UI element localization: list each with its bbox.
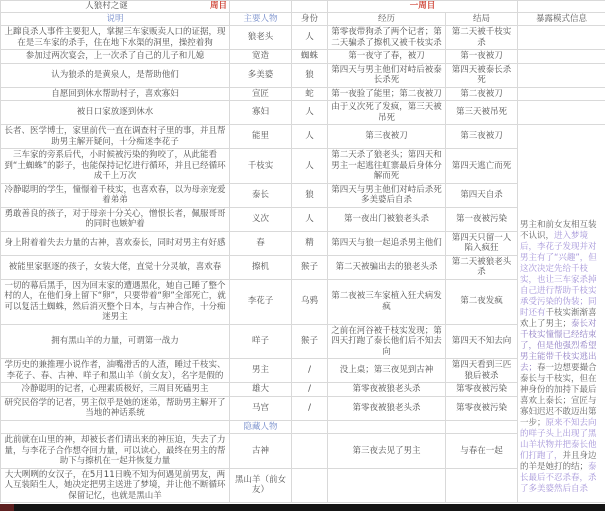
cell-reveal-empty [518, 101, 605, 125]
reveal-segment: 并且身边的羊是她打的结； [520, 451, 597, 472]
cell-exp: 第四天与狼一起追杀男主他们 [328, 232, 446, 256]
cell-desc: 上蹿良杀人事件主要犯人，掌握三车家贩卖人口的证据，现在是三车家的杀手，住在地下水渠的洞里，操控着狗 [1, 26, 230, 50]
cell-outcome: 第四天只留一人陷入疯狂 [446, 232, 518, 256]
cell-name: 宣匠 [230, 88, 292, 102]
cell-desc: 勇敢善良的孩子，对于母亲十分关心，憎恨长者，佩服哥哥的同时也嫉妒着 [1, 208, 230, 232]
cell-desc: 被日口家放逐到休水 [1, 101, 230, 125]
header-row-1-cell [518, 1, 605, 13]
cell-outcome: 第四天自杀 [446, 184, 518, 208]
cell-outcome [446, 469, 518, 504]
cell-desc: 自愿回到休水帮助村子，喜欢寡妇 [1, 88, 230, 102]
cell-name: 李花子 [230, 280, 292, 325]
cell-outcome: 第二天被狼老头杀 [446, 256, 518, 280]
bottom-bar-maroon-segment [0, 504, 14, 511]
cell-exp: 第三夜去见了男主 [328, 434, 446, 469]
cell-name: 男主 [230, 359, 292, 383]
column-header-name: 主要人物 [230, 13, 292, 27]
cell-role: / [292, 359, 328, 383]
cell-name: 宽造 [230, 50, 292, 64]
cell-role: 猴子 [292, 256, 328, 280]
cycle-value-cell [328, 1, 518, 13]
cell-desc: 学历史的兼推理小说作者，油嘴滑舌的人渣，睡过千枝实、李花子、春、古神、咩子和黑山羊（前女友），名字是假的 [1, 359, 230, 383]
cell-exp: 第一夜验了能里；第二夜被刀 [328, 88, 446, 102]
column-header-outcome: 结局 [446, 13, 518, 27]
cell-role [292, 434, 328, 469]
cell-role: 猴子 [292, 325, 328, 360]
cell-exp: 由于义次死了发疯，第三天被吊死 [328, 101, 446, 125]
cell-desc: 参加过两次宴会，上一次杀了自己的儿子和儿媳 [1, 50, 230, 64]
reveal-segment: 春一边想要撮合泰长与千枝实，但在神身份的加持下最后喜欢上泰长；宣匠与寡妇迟迟不敢迈出第一步； [520, 363, 597, 428]
cell-desc: 拥有黑山羊的力量，可谓第一战力 [1, 325, 230, 360]
cell-role: 乌鸦 [292, 280, 328, 325]
cell-outcome: 第二夜发疯 [446, 280, 518, 325]
column-header-role: 身份 [292, 13, 328, 27]
cell-role: / [292, 397, 328, 421]
cell-name: 雄大 [230, 383, 292, 397]
cell-desc: 此前就在山里的神，却被长者们请出来的神压迫，失去了力量，与李花子合作想夺回力量，可以读心，最终在男主的帮助下与擦机在一起并恢复力量 [1, 434, 230, 469]
cell-outcome-empty [446, 421, 518, 435]
cell-name: 多美婆 [230, 64, 292, 88]
cell-exp: 第二天被骗出去的狼老头杀 [328, 256, 446, 280]
cell-desc: 大大咧咧的女汉子，在5月11日晚不知为何遇见前男友，两人互装陌生人，她决定把男主送进了梦境，并让他不断循环保留记忆，也就是黑山羊 [1, 469, 230, 504]
cell-desc: 三车家的旁系后代，小时候被污染的狗咬了，从此能看到“土蜘蛛”的影子，也能保持记忆进行循环，并且已经循环成千上万次 [1, 149, 230, 184]
cell-outcome: 第一夜被污染 [446, 208, 518, 232]
cell-outcome: 第零夜被污染 [446, 397, 518, 421]
cell-exp: 第二天杀了狼老头；第四天和男主一起逃往虹寨最后身体分解而死 [328, 149, 446, 184]
cell-exp: 第四天与男主他们对峙后杀死多美婆后自杀 [328, 184, 446, 208]
column-header-exp: 经历 [328, 13, 446, 27]
header-row-1-cell [230, 1, 292, 13]
cell-role-empty [292, 421, 328, 435]
column-header-desc: 说明 [1, 13, 230, 27]
cell-exp: 第四天与男主他们对峙后被泰长杀死 [328, 64, 446, 88]
cell-name: 咩子 [230, 325, 292, 360]
cell-role: 精 [292, 232, 328, 256]
cell-outcome: 第四天被泰长杀死 [446, 64, 518, 88]
reveal-segment: 原来不知去向的咩子头上出现了黑山羊状物并把泰长他们打跑了， [520, 418, 597, 461]
cell-role: 狼 [292, 184, 328, 208]
column-header-reveal: 暴露模式信息 [518, 13, 605, 27]
cell-exp: 没上桌；第三夜见到古神 [328, 359, 446, 383]
cell-outcome: 第二天被千枝实杀 [446, 26, 518, 50]
cell-name: 马宫 [230, 397, 292, 421]
cell-outcome: 第四天看到三匹狼后被杀 [446, 359, 518, 383]
reveal-segment: 进入梦境后，李花子发现并对男主有了“兴趣”，但这次决定先给千枝实，也让三车家杀掉自己进行帮助千枝实承受污染的伪装；同时还有 [520, 231, 597, 318]
cell-name: 黑山羊（前女友） [230, 469, 292, 504]
cell-desc: 冷静聪明的记者，心理素质极好，三周目死磕男主 [1, 383, 230, 397]
cell-outcome: 第三夜被刀 [446, 125, 518, 149]
cell-name: 泰长 [230, 184, 292, 208]
cycle-value: 一周目 [409, 1, 436, 11]
cell-exp: 之前在河谷被千枝实发现；第四天打跑了泰长他们后不知去向 [328, 325, 446, 360]
cell-name: 义次 [230, 208, 292, 232]
cell-desc: 被能里家驱逐的孩子，女装大佬，直觉十分灵敏，喜欢春 [1, 256, 230, 280]
cell-reveal-empty [518, 64, 605, 88]
reveal-segment: 千枝实渐渐喜欢上了男主； [520, 308, 597, 329]
header-row-1-cell [292, 1, 328, 13]
cell-exp: 第三夜被刀 [328, 125, 446, 149]
cell-role: 人 [292, 149, 328, 184]
cell-desc: 研究民俗学的记者，男主似乎是她的迷弟，帮助男主解开了当地的神话系统 [1, 397, 230, 421]
cycle-label: 周目 [209, 1, 227, 11]
reveal-segment: 泰长对千枝实憧憬已经结束了，但是他强烈希望男主能带千枝实逃出去； [520, 319, 597, 373]
bottom-black-bar [0, 504, 605, 511]
cell-role: 人 [292, 125, 328, 149]
cell-role: 蜘蛛 [292, 50, 328, 64]
cell-name: 古神 [230, 434, 292, 469]
header-row-1-left [1, 1, 230, 13]
cell-exp [328, 469, 446, 504]
cell-exp-empty [328, 421, 446, 435]
cell-role: / [292, 383, 328, 397]
cell-role: 蛇 [292, 88, 328, 102]
cell-exp: 第零夜带狗杀了两个记者；第二天骗杀了擦机又被千枝实杀 [328, 26, 446, 50]
cell-name: 能里 [230, 125, 292, 149]
cell-desc: 一切的幕后黑手，因为回末家的遭遇黑化，她自己睡了整个村的人，在他们身上留下“卵”，只要带着“卵”全部死亡，就可以复活土蜘蛛，然后消灭整个日本，与古神合作，十分痴迷男主 [1, 280, 230, 325]
cell-reveal-empty [518, 26, 605, 50]
reveal-segment: 泰长最后不忍杀春，杀了多美婆然后自杀 [520, 462, 597, 494]
cell-name: 狼老头 [230, 26, 292, 50]
cell-exp: 第零夜被狼老头杀 [328, 397, 446, 421]
cell-exp: 第一夜出门被狼老头杀 [328, 208, 446, 232]
reveal-segment: 男主和前女友相互装不认识， [520, 220, 597, 241]
cell-role: 人 [292, 101, 328, 125]
hidden-characters-section-label: 隐藏人物 [230, 421, 292, 435]
page-title: 人狼村之谜 [85, 1, 128, 11]
cell-outcome: 第零夜被污染 [446, 383, 518, 397]
reveal-mode-notes [518, 125, 605, 503]
cell-role: 人 [292, 26, 328, 50]
cell-outcome: 第四天不知去向 [446, 325, 518, 360]
cell-reveal-empty [518, 88, 605, 102]
cell-outcome: 与春在一起 [446, 434, 518, 469]
cell-name: 寡妇 [230, 101, 292, 125]
cell-name: 擦机 [230, 256, 292, 280]
cell-name: 春 [230, 232, 292, 256]
cell-role: 狼 [292, 64, 328, 88]
cell-desc-empty [1, 421, 230, 435]
cell-name: 千枝实 [230, 149, 292, 184]
cell-outcome: 第一夜被刀 [446, 50, 518, 64]
cell-exp: 第一夜守了春，被刀 [328, 50, 446, 64]
cell-reveal-empty [518, 50, 605, 64]
cell-exp: 第零夜被狼老头杀 [328, 383, 446, 397]
cell-role: 人 [292, 208, 328, 232]
cell-outcome: 第二夜被刀 [446, 88, 518, 102]
cell-desc: 认为狼杀的是黄泉人，是帮助他们 [1, 64, 230, 88]
cell-desc: 长者、医学博士，家里前代一直在调查村子里的事，并且帮助男主解开疑问，十分痴迷李花子 [1, 125, 230, 149]
cell-outcome: 第三天被吊死 [446, 101, 518, 125]
cell-desc: 冷静聪明的学生，憧憬着千枝实，也喜欢春，以为母亲宠爱着弟弟 [1, 184, 230, 208]
cell-role [292, 469, 328, 504]
cell-desc: 身上附着着失去力量的古神，喜欢泰长，同时对男主有好感 [1, 232, 230, 256]
cell-outcome: 第四天逃亡而死 [446, 149, 518, 184]
cell-exp: 第二夜被三车家植入狂犬病发疯 [328, 280, 446, 325]
